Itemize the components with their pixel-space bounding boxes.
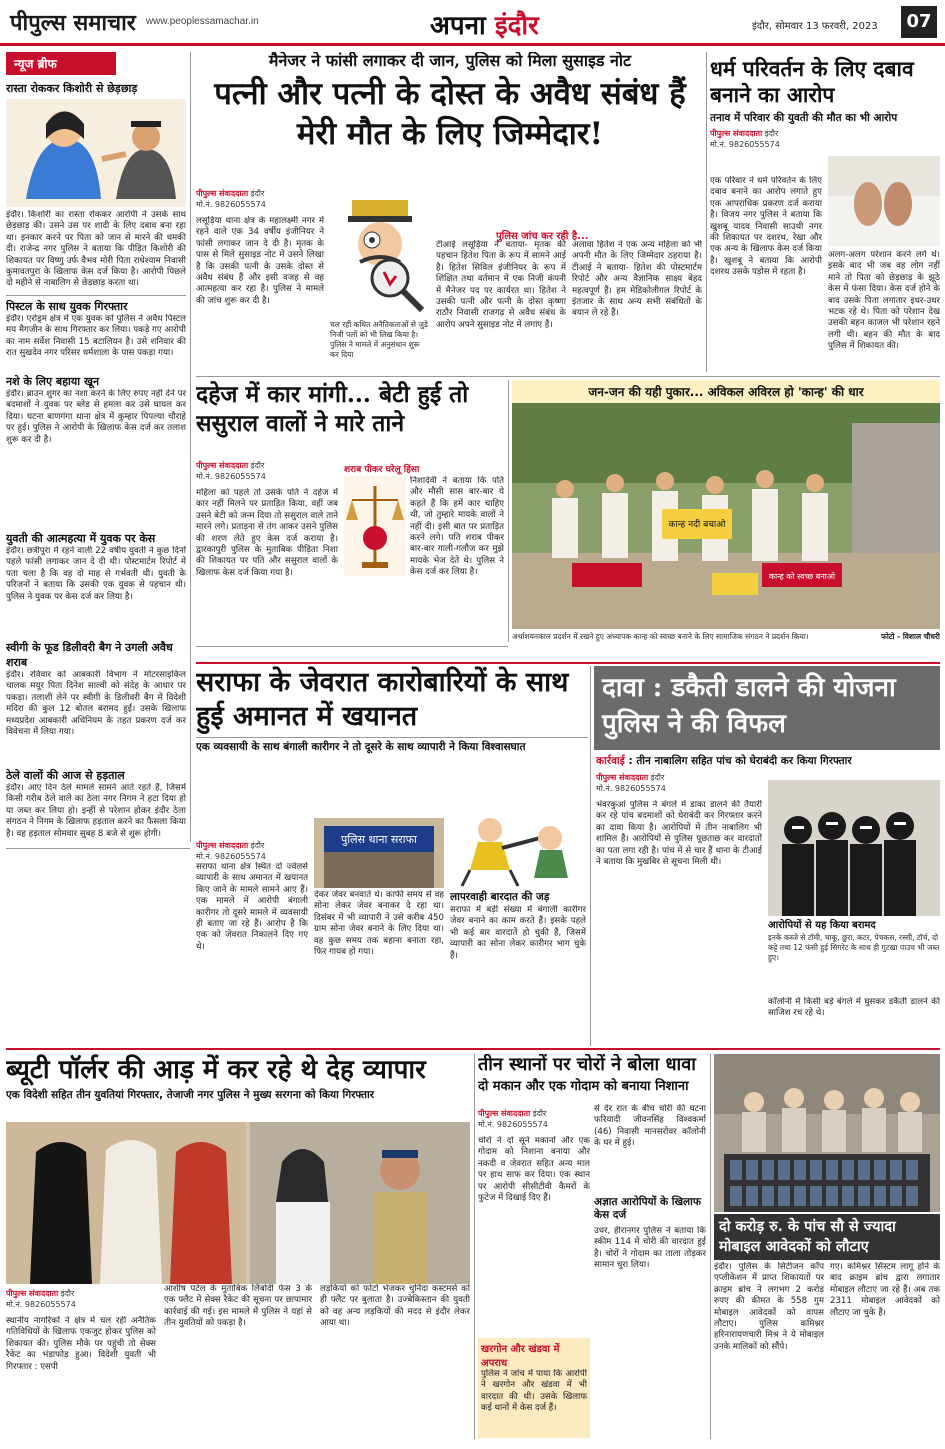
brief-text-1: इंदौर। एरोड्रम क्षेत्र में एक युवक को पुलिस ने अवैध पिस्टल मय मैगजीन के साथ गिरफ्तार कर लिया। पकड़े गए आरोपी का नाम सर्वेश निवासी 15 बटालियन है। उसे शनिवार की रात सुखदेव नगर परिसर धर्मशाला के पास पकड़ा गया। xyxy=(6,314,186,359)
brief-text-3: इंदौर। छत्रीपुरा में रहने वाली 22 वर्षीय युवती ने कुछ दिनों पहले फांसी लगाकर जान दे दी थी। पोस्टमार्टम रिपोर्ट में पता चला है कि वह दो माह से गर्भवती थी। युवती के परिजनों ने बताया कि उसकी एक युवक से पहचान थी। पुलिस ने युवक पर केस दर्ज कर लिया है। xyxy=(6,546,186,602)
section-title xyxy=(430,6,539,42)
brief-text-5: इंदौर। आए दिन ठेले मामले सामने आते रहते हैं, जिसमें किसी गरीब ठेले वाले का ठेला नगर निगम ने हटा दिया हो या जब्त कर लिया हो। इन्हीं से परेशान होकर इंदौर ठेला संगठन ने निगम के खिलाफ हड़ताल करने का फैसला किया है। वह हड़ताल सोमवार सुबह 8 बजे से शुरू होगी। xyxy=(6,783,186,839)
section-prefix: अपना xyxy=(430,11,495,41)
mobile-col-2: गए। कमिश्नर सिस्टम लागू होने के बाद क्राइम ब्रांच द्वारा लगातार मोबाइल लौटाए जा रहे हैं। अब तक 2311 मोबाइल आवेदकों को लौटाए जा चुके हैं। xyxy=(830,1262,940,1318)
theft-box-title: खरगोन और खंडवा में अपराध xyxy=(481,1344,560,1369)
page-number: 07 xyxy=(901,6,937,38)
theft-subhead: अज्ञात आरोपियों के खिलाफ केस दर्ज xyxy=(594,1196,701,1221)
police-cartoon xyxy=(330,192,430,317)
sarafa-deck: एक व्यवसायी के साथ बंगाली कारीगर ने तो दूसरे के साथ व्यापारी ने किया विश्वासघात xyxy=(196,737,588,754)
sarafa-shop-sign: पुलिस थाना सराफा xyxy=(341,833,417,846)
brief-title-0: रास्ता रोककर किशोरी से छेड़छाड़ xyxy=(6,82,138,95)
dowry-phone: मो.नं. 9826055574 xyxy=(196,472,266,481)
dacoity-label: कार्रवाई xyxy=(596,755,625,767)
beauty-col-3: लड़कियों को फोटो भेजकर चुनिंदा कस्टमर्स को ही फ्लैट पर बुलाता है। उज्बेकिस्तान की युवती को वह अन्य लड़कियों की मदद से इंदौर लेकर आया था। xyxy=(320,1284,470,1329)
conversion-col-1: एक परिवार ने धर्म परिवर्तन के लिए दबाव बनाने का आरोप लगाते हुए एक आपराधिक प्रकरण दर्ज कराया है। विजय नगर पुलिस ने बताया कि खुशबू यादव निवासी साउथी नगर की शिकायत पर दशरथ, रेखा और एक अन्य के खिलाफ केस दर्ज किया है। खुशबू ने बताया कि आरोपी दशरथ उसके पड़ोस में रहता है। xyxy=(710,176,822,278)
beauty-city: इंदौर xyxy=(60,1289,75,1298)
section-accent: इंदौर xyxy=(494,11,539,41)
mobile-headline: दो करोड़ रु. के पांच सौ से ज्यादा मोबाइल आवेदकों को लौटाए xyxy=(719,1218,896,1255)
dacoity-deck: तीन नाबालिग सहित पांच को घेराबंदी कर किया गिरफ्तार xyxy=(636,755,852,767)
lead-byline xyxy=(196,188,326,210)
sarafa-phone: मो.नं. 9826055574 xyxy=(196,852,266,861)
dateline: इंदौर, सोमवार 13 फरवरी, 2023 xyxy=(752,21,878,32)
mobile-col-1: इंदौर। पुलिस के सिटीजन कॉप एप्लीकेशन में प्राप्त शिकायतों पर क्राइम ब्रांच ने लगभग 2 करोड़ रुपए की कीमत के 558 गुम मोबाइल आवेदकों को वापस लौटाए। पुलिस कमिश्नर हरिनारायणचारी मिश्र ने ये मोबाइल उनके मालिकों को सौंपे। xyxy=(714,1262,824,1352)
lead-byline-name: पीपुल्स संवाददाता xyxy=(196,189,249,198)
conversion-story xyxy=(710,56,940,374)
sarafa-col-3-title: लापरवाही बारदात की जड़ xyxy=(450,891,550,903)
mobile-handover-photo xyxy=(714,1054,940,1212)
dacoity-photo-caption-title: आरोपियों से यह किया बरामद xyxy=(768,920,876,931)
kanha-caption: अर्थाशयनकाल प्रदर्शन में रखने हुए अध्यापक कान्ह को स्वच्छ बनाने के लिए सामाजिक संगठन ने प्रदर्शन किया। xyxy=(512,632,809,641)
kanha-credit: फोटो - विशाल चौधरी xyxy=(881,632,940,641)
theft-city: इंदौर xyxy=(532,1109,547,1118)
sarafa-headline: सराफा के जेवरात कारोबारियों के साथ हुई अमानत में खयानत xyxy=(196,667,569,732)
dowry-side-text: निशादेवी ने बताया कि पति और मौसी सास बार-बार ये कहते हैं कि हमें कार चाहिए थी, जो तुम्हारे मायके वालों ने नहीं दी। इसी बात पर प्रताड़ित करने लगे। पति शराब पीकर बार-बार गाली-गलौज कर मुझे मायके भेज देते थे। पुलिस ने केस दर्ज कर लिया है। xyxy=(410,476,504,578)
kanha-sign-1: कान्ह नदी बचाओ xyxy=(668,520,726,530)
brief-title-4: स्वीगी के फूड डिलीवरी बैग ने उगली अवैध शराब xyxy=(6,641,173,669)
conversion-headline: धर्म परिवर्तन के लिए दबाव बनाने का आरोप xyxy=(710,56,914,107)
theft-deck: दो मकान और एक गोदाम को बनाया निशाना xyxy=(478,1079,689,1094)
dacoity-photo-caption-box xyxy=(768,918,940,1033)
dowry-col-1: महिला को पहले तो उसके पति ने दहेज में कार नहीं मिलने पर प्रताड़ित किया, वहीं जब उसने बेटी को जन्म दिया तो ससुराल वाले ताने मारने लगे। प्रताड़ना से तंग आकर उसने पुलिस की शरण लेते हुए केस दर्ज कराया है। द्वारकापुरी पुलिस के मुताबिक पीड़िता निशा की शिकायत पर पति और ससुराल वालों के खिलाफ केस दर्ज किया गया है। xyxy=(196,488,338,578)
beauty-col-1: स्थानीय नागरिकों ने क्षेत्र में चल रही अनैतिक गतिविधियों के खिलाफ एकजुट होकर पुलिस को शिकायत की। पुलिस मौके पर पहुंची तो सेक्स रैकेट का भंडाफोड़ हुआ। विदेशी युवती भी गिरफ्तार : एसपी xyxy=(6,1316,156,1372)
lead-headline: पत्नी और पत्नी के दोस्त के अवैध संबंध हैं मेरी मौत के लिए जिम्मेदार! xyxy=(214,76,686,153)
conversion-phone: मो.नं. 9826055574 xyxy=(710,140,780,149)
sarafa-col-3-box xyxy=(450,890,586,1045)
dowry-side-title: शराब पीकर घरेलू हिंसा xyxy=(344,465,420,475)
sarafa-byline: पीपुल्स संवाददाता xyxy=(196,841,249,850)
dowry-byline: पीपुल्स संवाददाता xyxy=(196,461,249,470)
brief-title-5: ठेले वालों की आज से हड़ताल xyxy=(6,769,125,782)
kanha-photo-block xyxy=(512,380,940,658)
conversion-deck: तनाव में परिवार की युवती की मौत का भी आरोप xyxy=(710,112,898,124)
dowry-city: इंदौर xyxy=(250,461,265,470)
sarafa-police-station-photo xyxy=(314,818,444,888)
kanha-sign-2: कान्ह को स्वच्छ बनाओ xyxy=(768,572,836,581)
lead-police-label: पुलिस जांच कर रही है... xyxy=(496,231,589,242)
theft-phone: मो.नं. 9826055574 xyxy=(478,1120,548,1129)
lead-col-2: टीआई लसूड़िया ने बताया- मृतक की पहचान हितेश पिता के रूप में सामने आई है। हितेश सिविल इंजीनियर के रूप में शिक्षित तथा वर्तमान में एक निजी कंपनी में मैनेजर पद पर कार्यरत था। हितेश ने उसकी पत्नी और पत्नी के दोस्त कृष्णा राठौर निवासी राजगढ़ से अवैध संबंध के आरोप अपने सुसाइड नोट में लगाए हैं। xyxy=(436,240,566,330)
dowry-headline: दहेज में कार मांगी... बेटी हुई तो ससुराल वालों ने मारे ताने xyxy=(196,381,469,437)
dacoity-deck-line: कार्रवाई : तीन नाबालिग सहित पांच को घेराबंदी कर किया गिरफ्तार xyxy=(596,755,852,767)
beauty-col-2: आशीष पटेल के मुताबिक लिंबोदी फेस 3 के एक फ्लैट में सेक्स रैकेट की सूचना पर छापामार कार्रवाई की गई। इस मामले में पुलिस ने यहां से तीन युवतियों को पकड़ा है। xyxy=(164,1284,312,1329)
lead-kicker: मैनेजर ने फांसी लगाकर दी जान, पुलिस को मिला सुसाइड नोट xyxy=(268,52,632,70)
dacoity-col-2: कॉलोनी में किसी बड़े बंगले में घुसकर डकैती डालने की साजिश रच रहे थे। xyxy=(768,997,940,1019)
theft-col-2: से देर रात के बीच चोरी की घटना फरियादी जीवनसिंह विश्वकर्मा (46) निवासी मानसरोवर कॉलोनी के घर में हुई। xyxy=(594,1104,706,1149)
beauty-headline: ब्यूटी पॉर्लर की आड़ में कर रहे थे देह व्यापार xyxy=(6,1055,426,1085)
lead-cartoon-caption: चल रहीं कथित अनैतिकताओं से जुड़े निजी पलों को भी लिख किया है। पुलिस ने मामले में अनुसंधान शुरू कर दिया xyxy=(330,320,428,359)
theft-box-text: पुलिस ने जांच में पाया कि आरोपी ने खरगोन और खंडवा में भी वारदात की थी। उसके खिलाफ कई थानों में केस दर्ज हैं। xyxy=(481,1369,587,1414)
brand-name: पीपुल्स समाचार xyxy=(10,9,136,36)
dowry-story xyxy=(196,380,504,642)
conversion-col-2: अलग-अलग परेशान करने लगे थे। इसके बाद भी जब वह लोग नहीं माने तो पिता को छेड़छाड़ के झूठे केस में फंसा दिया। केस दर्ज होने के बाद उसके पिता लगातार इधर-उधर भटक रहे थे। पिता को परेशान देख उसकी बहन काजल भी परेशान रहने लगी थी। बहन की मौत के बाद पुलिस में शिकायत की। xyxy=(828,250,940,352)
mobile-headline-box xyxy=(714,1214,940,1260)
sarafa-thief-cartoon xyxy=(450,808,586,888)
sarafa-col-2: देकर जेवर बनवाते थे। काफी समय से वह सोना लेकर जेवर बनाकर दे रहा था। दिसंबर में भी व्यापारी ने उसे करीब 450 ग्राम सोना जेवर बनाने के लिए दिया था। वह कुछ समय तक बहाना बनाता रहा, फिर गायब हो गया। xyxy=(314,890,444,958)
brand-url[interactable]: www.peoplessamachar.in xyxy=(145,16,259,27)
theft-byline: पीपुल्स संवाददाता xyxy=(478,1109,531,1118)
sarafa-city: इंदौर xyxy=(250,841,265,850)
beauty-phone: मो.नं. 9826055574 xyxy=(6,1300,76,1309)
beauty-deck: एक विदेशी सहित तीन युवतियां गिरफ्तार, तेजाजी नगर पुलिस ने मुख्य सरगना को किया गिरफ्तार xyxy=(6,1089,375,1101)
dacoity-headline: दावा : डकैती डालने की योजना पुलिस ने की विफल xyxy=(602,673,896,739)
brief-title-3: युवती की आत्महत्या में युवक पर केस xyxy=(6,532,156,545)
dacoity-col-1: भंवरकुआं पुलिस ने बंगले में डाका डालने की तैयारी कर रहे पांच बदमाशों को घेराबंदी कर गिरफ्तार करने का दावा किया है। आरोपियों में तीन नाबालिग भी शामिल हैं। आरोपियों से पुलिस पूछताछ कर वारदातों का पता लगा रही है। पांच में से चार हैं थाना के टीआई ने बताया कि मुखबिर से सूचना मिली थी। xyxy=(596,800,762,868)
lead-byline-city: इंदौर xyxy=(250,189,265,198)
dacoity-city: इंदौर xyxy=(650,773,665,782)
kanha-title: जन-जन की यही पुकार... अविकल अविरल हो 'कान्ह' की धार xyxy=(512,380,940,403)
lead-byline-phone: मो.नं. 9826055574 xyxy=(196,200,266,209)
eve-teasing-cartoon xyxy=(6,99,186,207)
conversion-city: इंदौर xyxy=(764,129,779,138)
brief-text-2: इंदौर। ब्राउन शुगर का नशा करने के लिए रुपए नहीं देने पर बदमाशों ने युवक पर ब्लेड से हमला कर उसे घायल कर दिया। घटना बाणगंगा थाना क्षेत्र में कुम्हार पिपल्या चौराहे पर हुई। पुलिस ने आरोपी के खिलाफ केस दर्ज कर तलाश शुरू कर दी है। xyxy=(6,389,186,445)
brief-title-1: पिस्टल के साथ युवक गिरफ्तार xyxy=(6,300,128,313)
beauty-parlour-story xyxy=(6,1054,470,1439)
theft-headline: तीन स्थानों पर चोरों ने बोला धावा xyxy=(478,1054,696,1075)
dacoity-headline-box xyxy=(594,666,940,750)
lead-story xyxy=(196,52,704,372)
dacoity-byline: पीपुल्स संवाददाता xyxy=(596,773,649,782)
body-feet-photo xyxy=(828,156,940,246)
news-brief-column xyxy=(6,52,186,842)
sarafa-col-3: सराफा में बड़ी संख्या में बंगाली कारीगर जेवर बनाने का काम करते हैं। इसके पहले भी कई बार वारदातें हो चुकी हैं, जिसमें व्यापारी का सोना लेकर कारीगर भाग चुके हैं। xyxy=(450,905,586,961)
theft-col-1: चोरों ने दो सूने मकानों और एक गोदाम को निशाना बनाया और नकदी व जेवरात सहित अन्य माल पर हाथ साफ कर दिया। एक स्थान पर आरोपी सीसीटीवी कैमरों के फुटेज में दिखाई दिए हैं। xyxy=(478,1136,590,1204)
kanha-protest-photo xyxy=(512,403,940,629)
brief-title-2: नशे के लिए बहाया खून xyxy=(6,375,100,388)
dacoity-photo-caption: इनके कब्जे से टॉमी, चाकू, छुरा, कटर, पेचकस, रस्सी, टॉर्च, दो कट्टे तथा 12 फंसी हुई सिगरेट के साथ ही गुटखा पाउच भी जब्त हुए। xyxy=(768,933,940,962)
sarafa-col-1: सराफा थाना क्षेत्र स्थित दो ज्वेलर्स व्यापारी के साथ अमानत में खयानत किए जाने के मामले सामने आए हैं। एक मामले में आरोपी बंगाली कारीगर तो दूसरे मामले में व्यवसायी ही बताए जा रहे हैं। आरोप है कि एक को जेवरात निकालने दिए गए थे। xyxy=(196,862,308,952)
brief-text-0: इंदौर। किशोरी का रास्ता रोककर आरोपी ने उसके साथ छेड़छाड़ की। उसने उस पर शादी के लिए दबाव बना रहा था। इनकार करने पर पिता को जान से मारने की धमकी दी। राजेन्द्र नगर पुलिस ने बताया कि पीड़ित किशोरी की शिकायत पर विष्णु उर्फ वैभव मोरी पिता राधेश्याम निवासी कुमावतपुरा के खिलाफ केस दर्ज किया है। आरोपी पिछले दो महीने से नाबालिग से छेड़छाड़ करता था। xyxy=(6,210,186,289)
dacoity-phone: मो.नं. 9826055574 xyxy=(596,784,666,793)
dacoity-masked-men-photo xyxy=(768,780,940,916)
lead-col-1: लसूड़िया थाना क्षेत्र के महालक्ष्मी नगर में रहने वाले एक 34 वर्षीय इंजीनियर ने फांसी लगाकर जान दे दी है। मृतक के पास से मिले सुसाइड नोट में उसने लिखा है कि उसकी पत्नी के उसके दोस्त से अवैध संबंध हैं और इसी वजह से वह आत्महत्या कर रहा है। पुलिस ने मामले की जांच शुरू कर दी है। xyxy=(196,216,324,306)
conversion-byline: पीपुल्स संवाददाता xyxy=(710,129,763,138)
theft-sidebar-box xyxy=(478,1338,590,1438)
lead-col-3: अलावा हितेश ने एक अन्य महिला को भी अपनी मौत के लिए जिम्मेदार ठहराया है। टीआई ने बताया- हितेश की पोस्टमार्टम रिपोर्ट और अन्य वैज्ञानिक साक्ष्य बेहद महत्वपूर्ण हैं। हम मेडिकोलीगल रिपोर्ट के इंतजार के साथ अन्य सभी संबंधितों के बयान ले रहे हैं। xyxy=(572,240,702,319)
beauty-accused-photo xyxy=(6,1122,470,1284)
justice-scale-illustration xyxy=(344,476,406,576)
theft-col-3: उधर, हीरानगर पुलिस ने बताया कि स्कीम 114 में चोरी की वारदात हुई है। चोरों ने गोदाम का ताला तोड़कर सामान चुरा लिया। xyxy=(594,1226,706,1271)
brief-text-4: इंदौर। रविवार को आबकारी विभाग ने मोटरसाइकिल चालक मयूर पिता दिनेश साल्वी को संदेह के आधार पर पकड़ा। तलाशी लेने पर स्वीगी के डिलीवरी बैग में विदेशी मदिरा की कुल 12 बोतल बरामद हुईं। उसके खिलाफ मध्यप्रदेश आबकारी अधिनियम के तहत प्रकरण दर्ज कर विवेचना में लिया गया। xyxy=(6,670,186,738)
news-brief-label: न्यूज ब्रीफ xyxy=(6,52,116,75)
beauty-byline: पीपुल्स संवाददाता xyxy=(6,1289,59,1298)
